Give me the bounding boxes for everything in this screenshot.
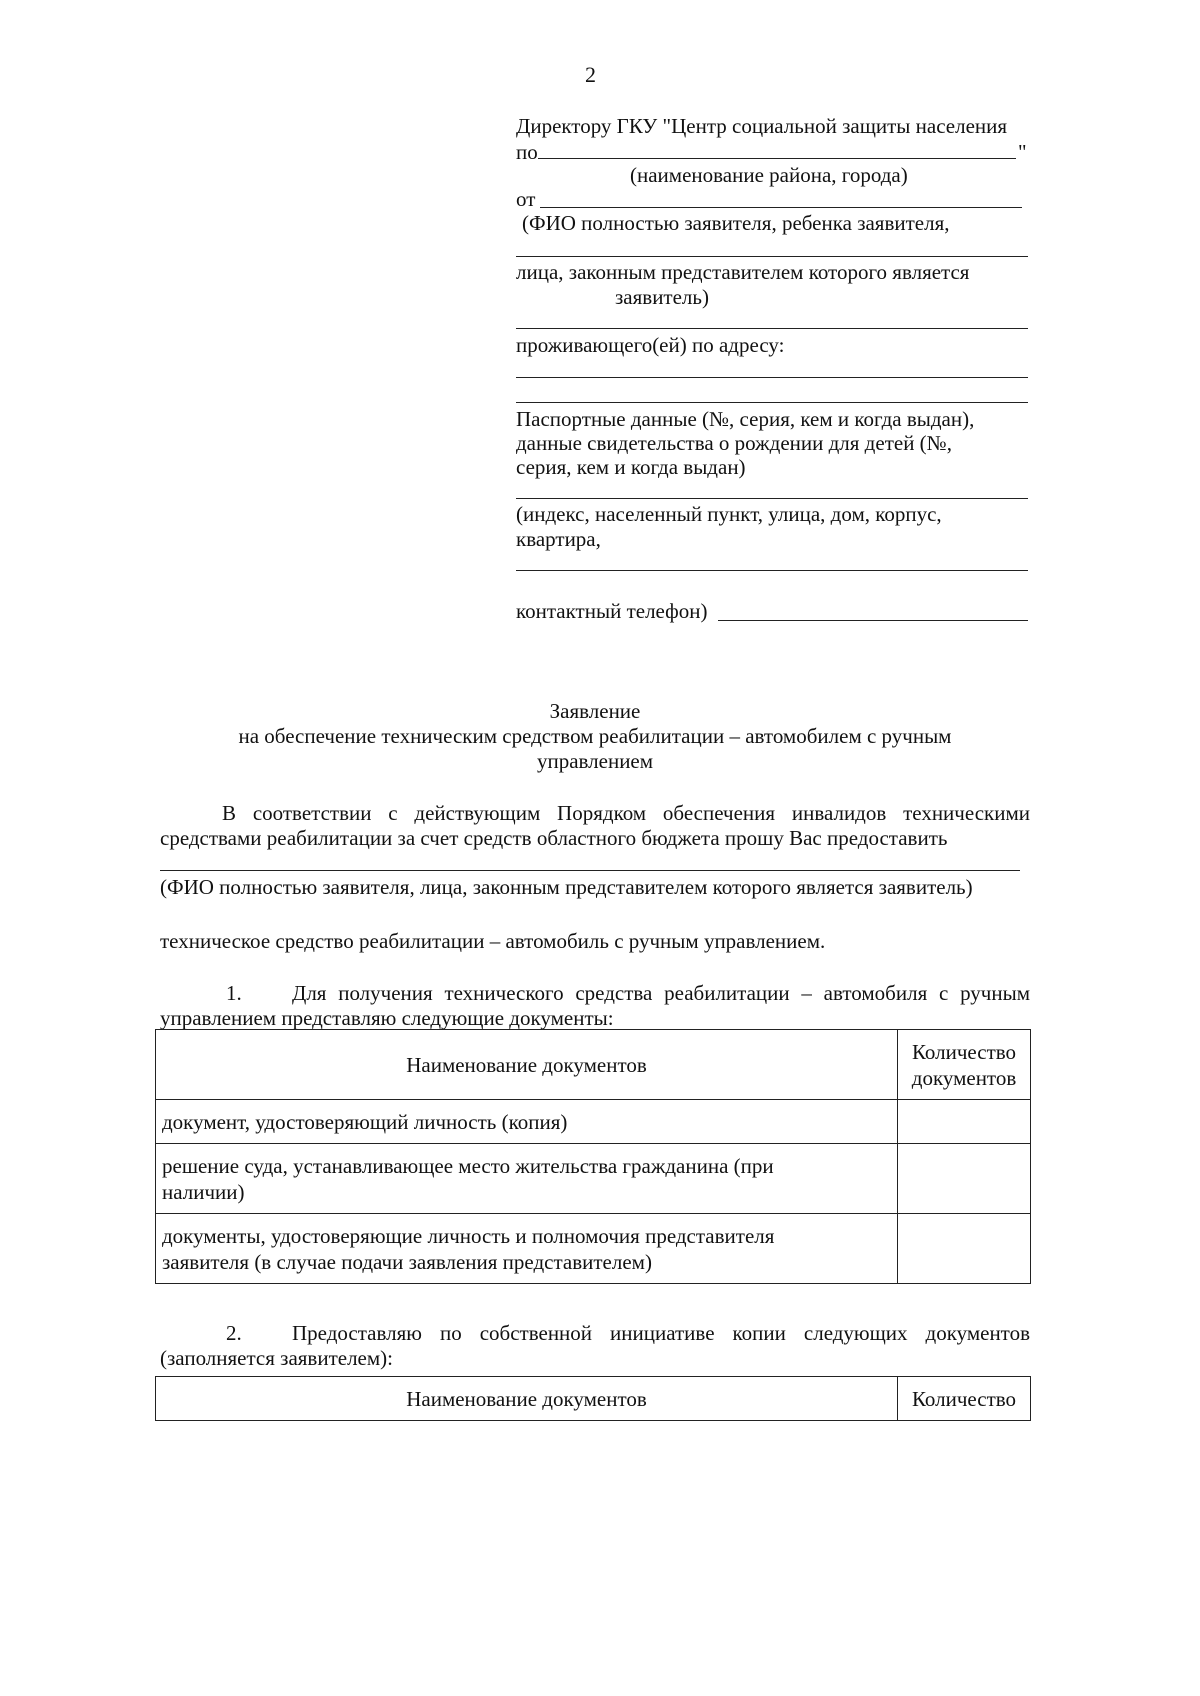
director-line: Директору ГКУ "Центр социальной защиты населения [516,114,1008,138]
tsr-line: техническое средство реабилитации – автомобиль с ручным управлением. [160,929,826,953]
doc-qty-cell[interactable] [898,1144,1031,1214]
item2-line2: (заполняется заявителем): [160,1346,393,1370]
phone-label: контактный телефон) [516,599,708,623]
index-line1: (индекс, населенный пункт, улица, дом, корпус, [516,502,942,526]
col-qty-header-line1: Количество [911,1039,1017,1064]
fio-hint: (ФИО полностью заявителя, ребенка заявителя, [522,211,950,235]
fio-full-hint: (ФИО полностью заявителя, лица, законным представителем которого является заявитель) [160,875,973,899]
representative-line2: заявитель) [615,285,709,309]
para1-line1: В соответствии с действующим Порядком обеспечения инвалидов техническими [222,801,1030,825]
doc-name-line1: документы, удостоверяющие личность и полномочия представителя [162,1223,775,1248]
title-line1: Заявление [549,699,641,723]
col-name-header: Наименование документов [156,1030,898,1100]
representative-field-line[interactable] [516,328,1028,329]
po-suffix: " [1018,140,1027,164]
table-header-row [156,1377,1031,1421]
po-prefix: по [516,140,538,164]
doc-name-line2: заявителя (в случае подачи заявления представителем) [162,1249,652,1274]
table-row [156,1214,1031,1284]
doc-name-cell [156,1144,898,1214]
district-field-line[interactable] [538,158,1016,159]
page-number: 2 [585,62,596,87]
col-qty-header [898,1030,1031,1100]
index-line2: квартира, [516,527,601,551]
item1-number: 1. [226,981,242,1005]
passport-field-line[interactable] [516,498,1028,499]
address-label: проживающего(ей) по адресу: [516,333,785,357]
address-field-line-1[interactable] [516,377,1028,378]
representative-line1: лица, законным представителем которого является [516,260,970,284]
item2-number: 2. [226,1321,242,1345]
item1-line2: управлением представляю следующие документы: [160,1006,614,1030]
col-name-header: Наименование документов [156,1377,898,1421]
district-hint: (наименование района, города) [630,163,908,187]
doc-qty-cell[interactable] [898,1100,1031,1144]
para1-line2: средствами реабилитации за счет средств областного бюджета прошу Вас предоставить [160,826,948,850]
index-field-line[interactable] [516,570,1028,571]
doc-name-cell [156,1214,898,1284]
table-header-row [156,1030,1031,1100]
doc-name-line1: документ, удостоверяющий личность (копия) [162,1109,568,1134]
own-initiative-table [155,1376,1031,1421]
table-row [156,1144,1031,1214]
passport-line1: Паспортные данные (№, серия, кем и когда выдан), [516,407,975,431]
doc-name-line1: решение суда, устанавливающее место жительства гражданина (при [162,1153,774,1178]
title-line3: управлением [536,749,654,773]
ot-prefix: от [516,187,536,211]
doc-name-line2: наличии) [162,1179,245,1204]
col-qty-header: Количество [898,1377,1031,1421]
doc-name-cell [156,1100,898,1144]
col-qty-header-line2: документов [911,1065,1017,1090]
fio-field-line-2[interactable] [516,256,1028,257]
item2-line1: Предоставляю по собственной инициативе копии следующих документов [292,1321,1030,1345]
applicant-fio-line[interactable] [160,870,1020,871]
address-field-line-2[interactable] [516,402,1028,403]
item1-line1: Для получения технического средства реабилитации – автомобиля с ручным [292,981,1030,1005]
table-row [156,1100,1031,1144]
fio-field-line[interactable] [540,207,1022,208]
title-line2: на обеспечение техническим средством реабилитации – автомобилем с ручным [238,724,952,748]
phone-field-line[interactable] [718,620,1028,621]
doc-qty-cell[interactable] [898,1214,1031,1284]
documents-table [155,1029,1031,1284]
passport-line2: данные свидетельства о рождении для детей (№, [516,431,952,455]
passport-line3: серия, кем и когда выдан) [516,455,746,479]
